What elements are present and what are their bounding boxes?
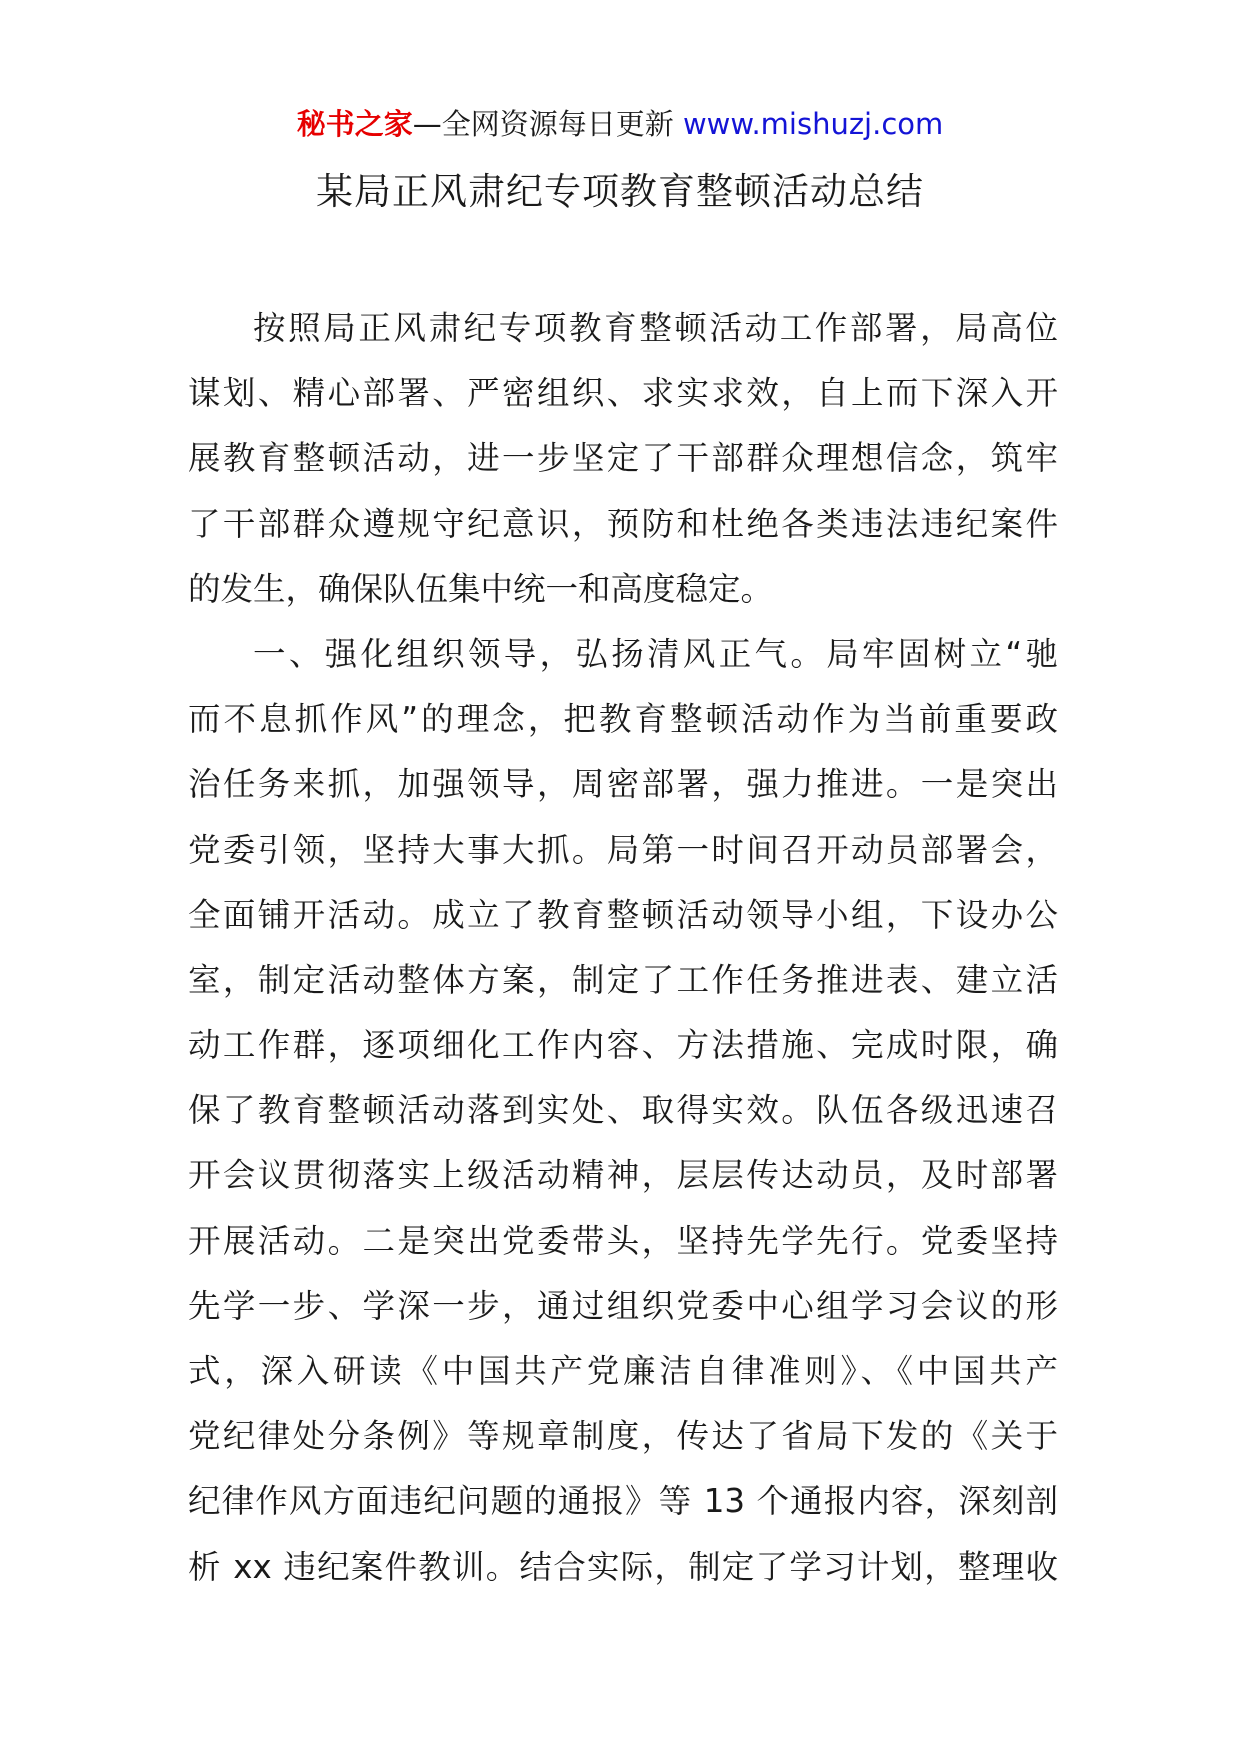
paragraph-line: 展教育整顿活动，进一步坚定了干部群众理想信念，筑牢 (188, 439, 1058, 478)
paragraph-line: 开展活动。二是突出党委带头，坚持先学先行。党委坚持 (188, 1221, 1058, 1260)
section-heading-line: 一、强化组织领导，弘扬清风正气。局牢固树立“驰 (253, 634, 1058, 673)
document-title: 某局正风肃纪专项教育整顿活动总结 (316, 170, 924, 213)
document-body (188, 296, 1058, 1600)
paragraph-line: 式，深入研读《中国共产党廉洁自律准则》、《中国共产 (188, 1352, 1058, 1390)
paragraph-line: 开会议贯彻落实上级活动精神，层层传达动员，及时部署 (188, 1156, 1058, 1195)
paragraph-line: 党委引领，坚持大事大抓。局第一时间召开动员部署会， (188, 830, 1058, 869)
paragraph-line: 全面铺开活动。成立了教育整顿活动领导小组，下设办公 (188, 895, 1058, 934)
paragraph-line: 党纪律处分条例》等规章制度，传达了省局下发的《关于 (188, 1417, 1058, 1456)
watermark-header (0, 102, 1240, 146)
paragraph-line: 先学一步、学深一步，通过组织党委中心组学习会议的形 (188, 1286, 1058, 1325)
paragraph-line: 治任务来抓，加强领导，周密部署，强力推进。一是突出 (188, 765, 1058, 804)
header-tagline: —全网资源每日更新 (412, 107, 683, 141)
paragraph-line: 的发生，确保队伍集中统一和高度稳定。 (188, 569, 774, 608)
paragraph-line: 谋划、精心部署、严密组织、求实求效，自上而下深入开 (188, 374, 1058, 413)
paragraph-line: 动工作群，逐项细化工作内容、方法措施、完成时限，确 (188, 1026, 1058, 1065)
site-url-link[interactable]: www.mishuzj.com (682, 107, 944, 141)
paragraph-line: 按照局正风肃纪专项教育整顿活动工作部署，局高位 (253, 309, 1058, 347)
paragraph-line: 保了教育整顿活动落到实处、取得实效。队伍各级迅速召 (188, 1091, 1058, 1130)
paragraph-line: 了干部群众遵规守纪意识，预防和杜绝各类违法违纪案件 (188, 504, 1058, 543)
brand-name: 秘书之家 (296, 107, 413, 141)
paragraph-line: 室，制定活动整体方案，制定了工作任务推进表、建立活 (188, 960, 1058, 999)
paragraph-line: 而不息抓作风”的理念，把教育整顿活动作为当前重要政 (188, 700, 1058, 739)
paragraph-line: 析 xx 违纪案件教训。结合实际，制定了学习计划，整理收 (188, 1547, 1058, 1586)
paragraph-line: 纪律作风方面违纪问题的通报》等 13 个通报内容，深刻剖 (188, 1482, 1058, 1521)
